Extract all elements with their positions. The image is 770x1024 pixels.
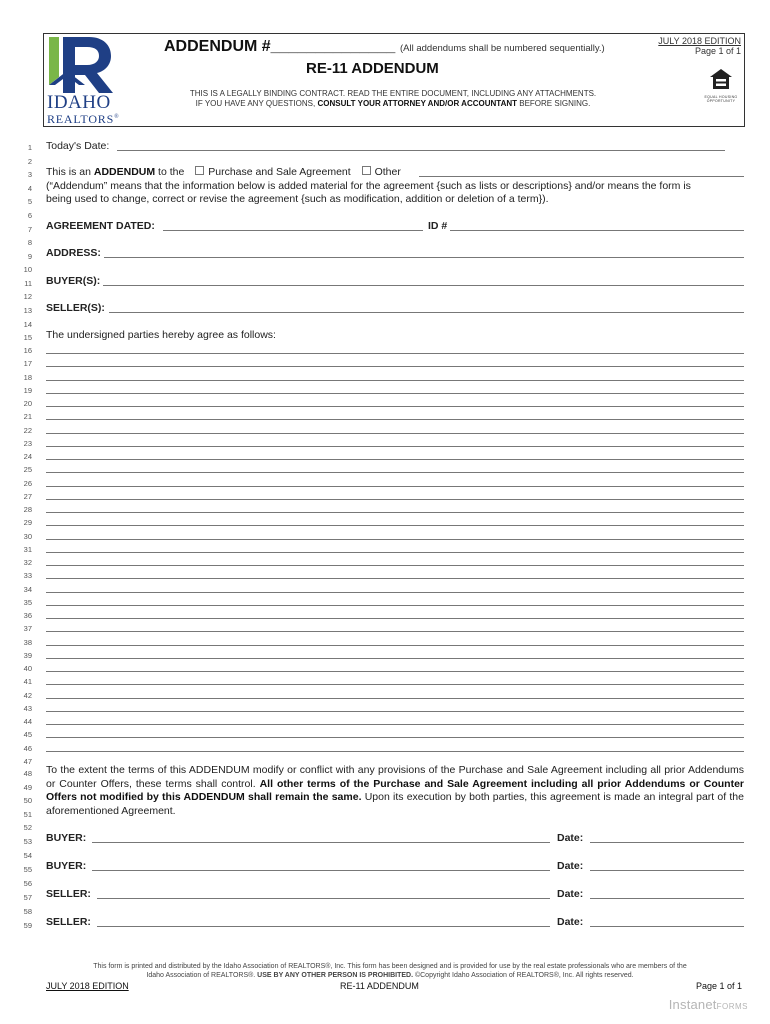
edition-top-text: JULY 2018 EDITION xyxy=(658,36,741,46)
signature-date-label: Date: xyxy=(557,860,584,872)
line-number: 55 xyxy=(23,865,32,874)
line-number: 42 xyxy=(23,690,32,700)
buyers-label: BUYER(S): xyxy=(46,275,101,287)
line-number: 39 xyxy=(23,650,32,660)
addendum-terms-line[interactable] xyxy=(46,618,744,619)
sellers-field[interactable] xyxy=(109,312,744,313)
address-label: ADDRESS: xyxy=(46,247,101,259)
line-number: 48 xyxy=(23,769,32,778)
signature-field[interactable] xyxy=(92,842,550,843)
addendum-terms-line[interactable] xyxy=(46,552,744,553)
line-number: 52 xyxy=(23,823,32,832)
signature-date-field[interactable] xyxy=(590,926,744,927)
addendum-terms-line[interactable] xyxy=(46,592,744,593)
line-number: 56 xyxy=(23,879,32,888)
line-number: 8 xyxy=(27,238,32,247)
agreement-dated-label: AGREEMENT DATED: xyxy=(46,220,155,232)
page-title: RE-11 ADDENDUM xyxy=(306,60,439,77)
addendum-terms-line[interactable] xyxy=(46,393,744,394)
agreement-dated-field[interactable] xyxy=(163,230,423,231)
line-number: 37 xyxy=(23,624,32,634)
line-number: 32 xyxy=(23,558,32,567)
instanet-forms-logo: InstanetFORMS xyxy=(668,997,748,1012)
addendum-terms-line[interactable] xyxy=(46,419,744,420)
equal-housing-logo xyxy=(702,68,740,103)
addendum-terms-line[interactable] xyxy=(46,406,744,407)
realtors-r-icon xyxy=(45,35,125,95)
eho-text-1: EQUAL HOUSING xyxy=(704,95,738,99)
addendum-terms-line[interactable] xyxy=(46,751,744,752)
addendum-terms-line[interactable] xyxy=(46,446,744,447)
eho-text-2: OPPORTUNITY xyxy=(706,99,736,103)
agree-label: The undersigned parties hereby agree as follows: xyxy=(46,329,276,341)
line-number: 23 xyxy=(23,438,32,448)
logo-idaho-text: IDAHO xyxy=(47,92,111,113)
sellers-label: SELLER(S): xyxy=(46,302,105,314)
line-number: 12 xyxy=(23,292,32,301)
line-number: 24 xyxy=(23,452,32,461)
line-number: 51 xyxy=(23,809,32,819)
line-number: 35 xyxy=(23,597,32,607)
line-number: 3 xyxy=(27,170,32,179)
todays-date-label: Today's Date: xyxy=(46,140,110,152)
legal-warning xyxy=(164,89,622,109)
addendum-terms-line[interactable] xyxy=(46,711,744,712)
addendum-terms-line[interactable] xyxy=(46,539,744,540)
line-number: 1 xyxy=(27,143,32,152)
other-option-field[interactable] xyxy=(419,176,744,177)
legal-warning-line2: IF YOU HAVE ANY QUESTIONS, CONSULT YOUR ATTORNEY AND/OR ACCOUNTANT BEFORE SIGNING. xyxy=(195,99,591,108)
closing-paragraph: To the extent the terms of this ADDENDUM modify or conflict with any provisions of the Purchase and Sale Agreement including all prior Addendums or Counter Offers, these terms shall control. All other terms of the Purchase and Sale Agreement including all prior Addendums or Counter Offers not modified by this ADDENDUM shall remain the same. Upon its execution by both parties, this agreement is made an integral part of the aforementioned Agreement. xyxy=(46,764,745,817)
line-number: 9 xyxy=(27,252,32,261)
footer-page-number: Page 1 of 1 xyxy=(695,981,742,991)
signature-role-label: SELLER: xyxy=(46,888,91,900)
id-label: ID # xyxy=(428,220,448,232)
line-number: 41 xyxy=(23,677,32,687)
addendum-terms-line[interactable] xyxy=(46,486,744,487)
line-number: 22 xyxy=(23,425,32,435)
addendum-terms-line[interactable] xyxy=(46,380,744,381)
addendum-terms-line[interactable] xyxy=(46,565,744,566)
legal-warning-line1: THIS IS A LEGALLY BINDING CONTRACT. READ THE ENTIRE DOCUMENT, INCLUDING ANY ATTACHMENTS. xyxy=(189,89,597,98)
footer-note-line2: Idaho Association of REALTORS®. USE BY ANY OTHER PERSON IS PROHIBITED. ©Copyright Idaho Association of REALTORS®, Inc. All rights reserved. xyxy=(146,972,634,979)
form-header xyxy=(43,33,745,127)
signature-role-label: BUYER: xyxy=(46,860,87,872)
line-number: 21 xyxy=(23,412,32,422)
line-number: 4 xyxy=(27,184,32,193)
line-number: 53 xyxy=(23,837,32,846)
line-number: 2 xyxy=(27,157,32,166)
other-option-label: Other xyxy=(374,166,401,178)
line-number: 7 xyxy=(27,225,32,234)
line-number: 31 xyxy=(23,544,32,554)
addendum-terms-line[interactable] xyxy=(46,459,744,460)
signature-date-field[interactable] xyxy=(590,898,744,899)
line-number: 36 xyxy=(23,611,32,620)
addendum-terms-line[interactable] xyxy=(46,645,744,646)
todays-date-field[interactable] xyxy=(117,150,725,151)
signature-field[interactable] xyxy=(97,926,550,927)
buyers-field[interactable] xyxy=(103,285,744,286)
signature-role-label: SELLER: xyxy=(46,916,91,928)
addendum-terms-line[interactable] xyxy=(46,512,744,513)
equal-housing-icon xyxy=(709,68,733,90)
line-number: 19 xyxy=(23,385,32,395)
psa-checkbox[interactable] xyxy=(195,166,204,175)
addendum-terms-line[interactable] xyxy=(46,472,744,473)
line-number: 26 xyxy=(23,478,32,488)
footer-edition: JULY 2018 EDITION xyxy=(46,981,129,991)
addendum-intro: This is an ADDENDUM to the Purchase and Sale Agreement Other xyxy=(46,166,401,178)
definition-line-1: (“Addendum” means that the information below is added material for the agreement {such as lists or descriptions} and/or means the form is xyxy=(46,180,691,192)
other-checkbox[interactable] xyxy=(362,166,371,175)
addendum-terms-line[interactable] xyxy=(46,605,744,606)
idaho-realtors-logo xyxy=(45,35,125,126)
addendum-number-note: (All addendums shall be numbered sequentially.) xyxy=(400,43,605,54)
line-number: 15 xyxy=(23,333,32,342)
logo-realtors-text: REALTORS® xyxy=(47,112,120,126)
line-number: 14 xyxy=(23,320,32,329)
line-number: 46 xyxy=(23,743,32,753)
edition-top xyxy=(658,36,741,56)
line-number: 47 xyxy=(23,756,32,766)
line-number: 5 xyxy=(27,197,32,206)
addendum-terms-line[interactable] xyxy=(46,499,744,500)
addendum-terms-line[interactable] xyxy=(46,578,744,579)
addendum-terms-line[interactable] xyxy=(46,353,744,354)
line-number: 11 xyxy=(24,279,32,288)
line-number: 34 xyxy=(23,584,32,594)
address-field[interactable] xyxy=(104,257,744,258)
line-number: 25 xyxy=(23,465,32,475)
signature-date-field[interactable] xyxy=(590,870,744,871)
line-number: 50 xyxy=(23,796,32,806)
signature-field[interactable] xyxy=(92,870,550,871)
line-number: 30 xyxy=(23,531,32,541)
line-number: 10 xyxy=(23,265,32,274)
signature-field[interactable] xyxy=(97,898,550,899)
addendum-terms-line[interactable] xyxy=(46,631,744,632)
line-number: 16 xyxy=(23,346,32,355)
line-number: 43 xyxy=(23,703,32,713)
line-number: 45 xyxy=(23,730,32,740)
addendum-terms-line[interactable] xyxy=(46,366,744,367)
psa-option-label: Purchase and Sale Agreement xyxy=(208,166,351,178)
signature-role-label: BUYER: xyxy=(46,832,87,844)
addendum-terms-line[interactable] xyxy=(46,724,744,725)
addendum-number-label: ADDENDUM #______________ xyxy=(164,38,396,55)
line-number: 54 xyxy=(23,851,32,860)
line-number: 33 xyxy=(23,571,32,581)
line-number: 40 xyxy=(23,664,32,673)
line-number: 49 xyxy=(23,782,32,792)
addendum-terms-line[interactable] xyxy=(46,671,744,672)
line-number: 28 xyxy=(23,505,32,514)
addendum-terms-line[interactable] xyxy=(46,433,744,434)
signature-date-field[interactable] xyxy=(590,842,744,843)
line-number: 27 xyxy=(23,491,32,501)
id-field[interactable] xyxy=(450,230,744,231)
line-number: 57 xyxy=(23,893,32,902)
signature-date-label: Date: xyxy=(557,832,584,844)
page-top-text: Page 1 of 1 xyxy=(694,46,741,56)
line-number: 58 xyxy=(23,907,32,916)
footer-note-line1: This form is printed and distributed by the Idaho Association of REALTORS®, Inc. This form has been designed and is provided for use by the real estate professionals who are members of the xyxy=(93,963,687,970)
line-number: 17 xyxy=(23,359,32,369)
line-number: 6 xyxy=(27,211,32,220)
line-number: 38 xyxy=(23,637,32,647)
addendum-terms-line[interactable] xyxy=(46,737,744,738)
line-number: 44 xyxy=(23,717,32,726)
addendum-terms-line[interactable] xyxy=(46,525,744,526)
line-number: 13 xyxy=(23,306,32,315)
footer-copyright-note xyxy=(60,962,720,980)
line-number: 59 xyxy=(23,921,32,930)
line-number: 20 xyxy=(23,399,32,408)
line-number: 29 xyxy=(23,518,32,528)
definition-line-2: being used to change, correct or revise the agreement {such as modification, addition or deletion of a term}). xyxy=(46,193,549,205)
signature-date-label: Date: xyxy=(557,888,584,900)
addendum-terms-line[interactable] xyxy=(46,684,744,685)
footer-form-title: RE-11 ADDENDUM xyxy=(340,981,419,991)
line-number: 18 xyxy=(23,372,32,382)
addendum-terms-line[interactable] xyxy=(46,658,744,659)
addendum-terms-line[interactable] xyxy=(46,698,744,699)
signature-date-label: Date: xyxy=(557,916,584,928)
